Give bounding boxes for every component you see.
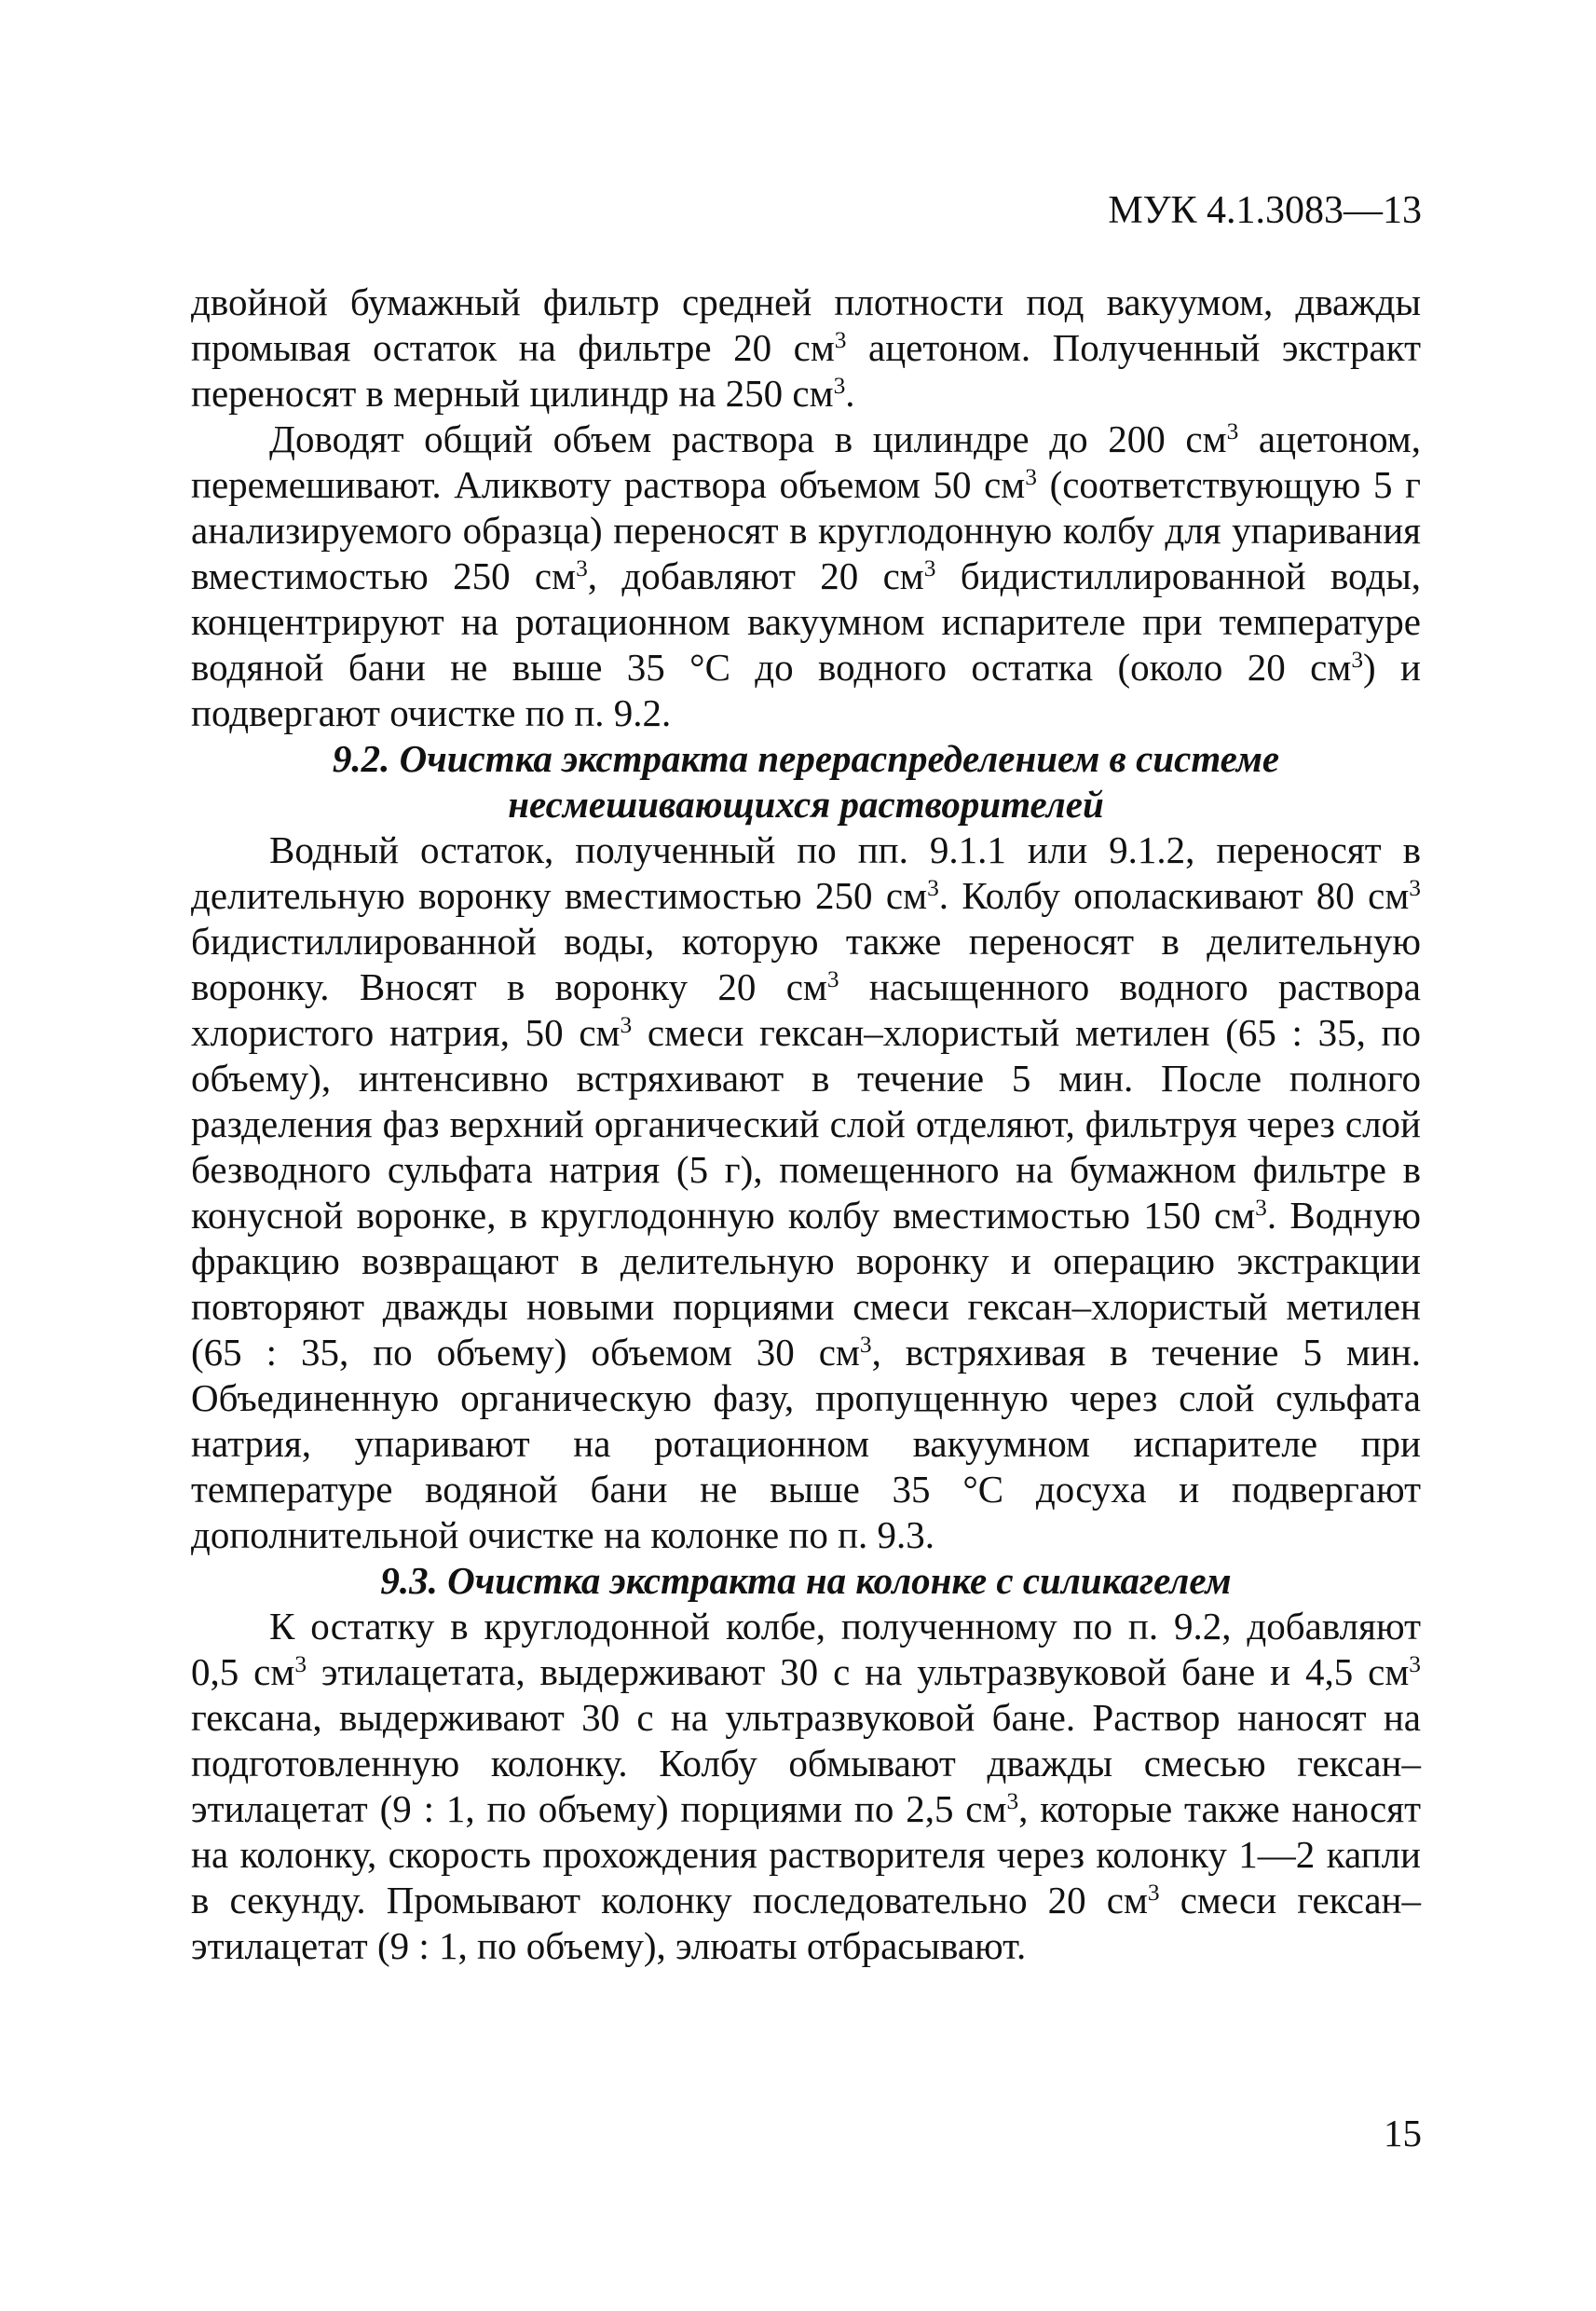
paragraph-repartition-cleanup: Водный остаток, полученный по пп. 9.1.1 или 9.1.2, переносят в делительную воронку вместимостью 250 $см^3$. Колбу ополаскивают 80 $см^3$ бидистиллированной воды, которую также переносят в делительную воронку. Вносят в воронку 20 $см^3$ насыщенного водного раствора хлористого натрия, 50 $см^3$ смеси гексан–хлористый метилен (65 : 35, по объему), интенсивно встряхивают в течение 5 мин. После полного разделения фаз верхний органический слой отделяют, фильтруя через слой безводного сульфата натрия (5 г), помещенного на бумажном фильтре в конусной воронке, в круглодонную колбу вместимостью 150 $см^3$. Водную фракцию возвращают в делительную воронку и операцию экстракции повторяют дважды новыми порциями смеси гексан–хлористый метилен (65 : 35, по объему) объемом 30 $см^3$, встряхивая в течение 5 мин. Объединенную органическую фазу, пропущенную через слой сульфата натрия, упаривают на ротационном вакуумном испарителе при температуре водяной бани не выше 35 °С досуха и подвергают дополнительной очистке на колонке по п. 9.3.	[191, 828, 1421, 1556]
paragraph-silica-column-cleanup: К остатку в круглодонной колбе, полученному по п. 9.2, добавляют 0,5 $см^3$ этилацетата, выдерживают 30 с на ультразвуковой бане и 4,5 $см^3$ гексана, выдерживают 30 с на ультразвуковой бане. Раствор наносят на подготовленную колонку. Колбу обмывают дважды смесью гексан–этилацетат (9 : 1, по объему) порциями по 2,5 $см^3$, которые также наносят на колонку, скорость прохождения растворителя через колонку 1—2 капли в секунду. Промывают колонку последовательно 20 $см^3$ смеси гексан–этилацетат (9 : 1, по объему), элюаты отбрасывают.	[191, 1605, 1422, 1967]
section-heading-9-2-line-2: несмешивающихся растворителей	[508, 783, 1104, 826]
paragraph-filtration: двойной бумажный фильтр средней плотности под вакуумом, дважды промывая остаток на фильтре 20 $см^3$ ацетоном. Полученный экстракт переносят в мерный цилиндр на 250 $см^3$.	[191, 280, 1421, 415]
document-code-header: МУК 4.1.3083—13	[1108, 189, 1422, 232]
paragraph-volume-adjustment: Доводят общий объем раствора в цилиндре до 200 $см^3$ ацетоном, перемешивают. Аликвоту раствора объемом 50 $см^3$ (соответствующую 5 г анализируемого образца) переносят в круглодонную колбу для упаривания вместимостью 250 $см^3$, добавляют 20 $см^3$ бидистиллированной воды, концентрируют на ротационном вакуумном испарителе при температуре водяной бани не выше 35 °С до водного остатка (около 20 $см^3$) и подвергают очистке по п. 9.2.	[191, 417, 1422, 734]
section-heading-9-2-line-1: 9.2. Очистка экстракта перераспределением в системе	[332, 737, 1280, 780]
page-number: 15	[1384, 2112, 1422, 2154]
document-body	[191, 280, 1421, 1969]
section-heading-9-3: 9.3. Очистка экстракта на колонке с силикагелем	[380, 1559, 1232, 1602]
